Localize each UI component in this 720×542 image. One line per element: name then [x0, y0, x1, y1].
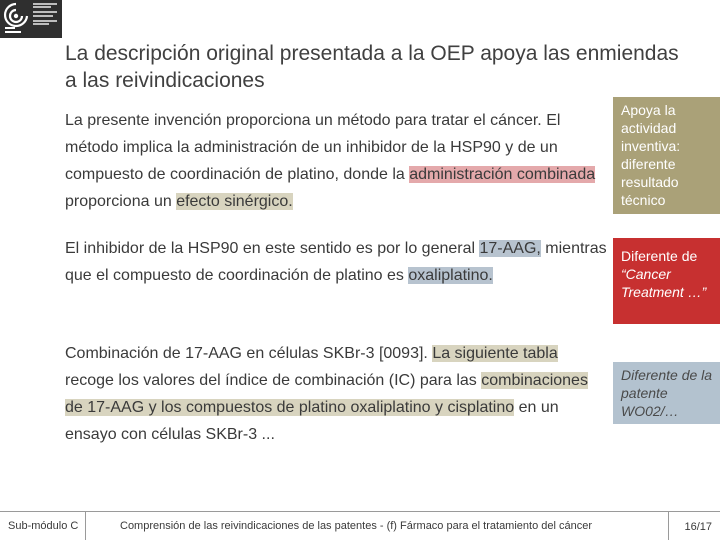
footer-course-title: Comprensión de las reivindicaciones de las patentes - (f) Fármaco para el tratamiento del cáncer: [120, 520, 593, 532]
highlight-following-table: La siguiente tabla: [432, 345, 558, 362]
side-note-cancer-treatment: [613, 238, 720, 324]
footer: [0, 511, 720, 540]
paragraph-3: [65, 340, 610, 448]
page-title: La descripción original presentada a la OEP apoya las enmiendas a las reivindicaciones: [65, 42, 679, 92]
paragraph-2-text: El inhibidor de la HSP90 en este sentido es por lo general: [65, 240, 480, 257]
footer-module: Sub-módulo C: [0, 512, 86, 540]
paragraph-1-text-2: proporciona un: [65, 193, 177, 210]
paragraph-2: [65, 235, 610, 289]
paragraph-2-text-2: mientras que el compuesto de coordinación de platino es: [65, 240, 607, 284]
side-note-inventive-step: Apoya la actividad inventiva: diferente resultado técnico: [613, 97, 720, 214]
paragraph-1-text: La presente invención proporciona un método para tratar el cáncer. El método implica la administración de un inhibidor de la HSP90 y de un compuesto de coordinación de platino, donde la: [65, 112, 561, 183]
highlight-oxaliplatin: oxaliplatino.: [408, 267, 493, 284]
side-note-patent-wo02: Diferente de la patente WO02/…: [613, 362, 720, 424]
highlight-combined-administration: administración combinada: [409, 166, 596, 183]
footer-divider: [668, 512, 669, 540]
side-note-2-italic: “Cancer Treatment …”: [621, 266, 707, 300]
logo-wordmark: [33, 3, 57, 27]
paragraph-1: [65, 107, 610, 215]
paragraph-3-text-3: en un ensayo con células SKBr-3 ...: [65, 399, 559, 443]
highlight-synergistic-effect: efecto sinérgico.: [176, 193, 293, 210]
side-note-2-text: Diferente de: [621, 248, 698, 264]
epo-logo: [0, 0, 62, 38]
highlight-combinations: combinaciones de 17-AAG y los compuestos de platino oxaliplatino y cisplatino: [65, 372, 588, 416]
footer-page-number: 16/17: [684, 521, 712, 533]
epo-logo-icon: [3, 2, 29, 36]
paragraph-3-text-2: recoge los valores del índice de combinación (IC) para las: [65, 372, 482, 389]
highlight-17aag: 17-AAG,: [479, 240, 541, 257]
paragraph-3-text: Combinación de 17-AAG en células SKBr-3 [0093].: [65, 345, 433, 362]
